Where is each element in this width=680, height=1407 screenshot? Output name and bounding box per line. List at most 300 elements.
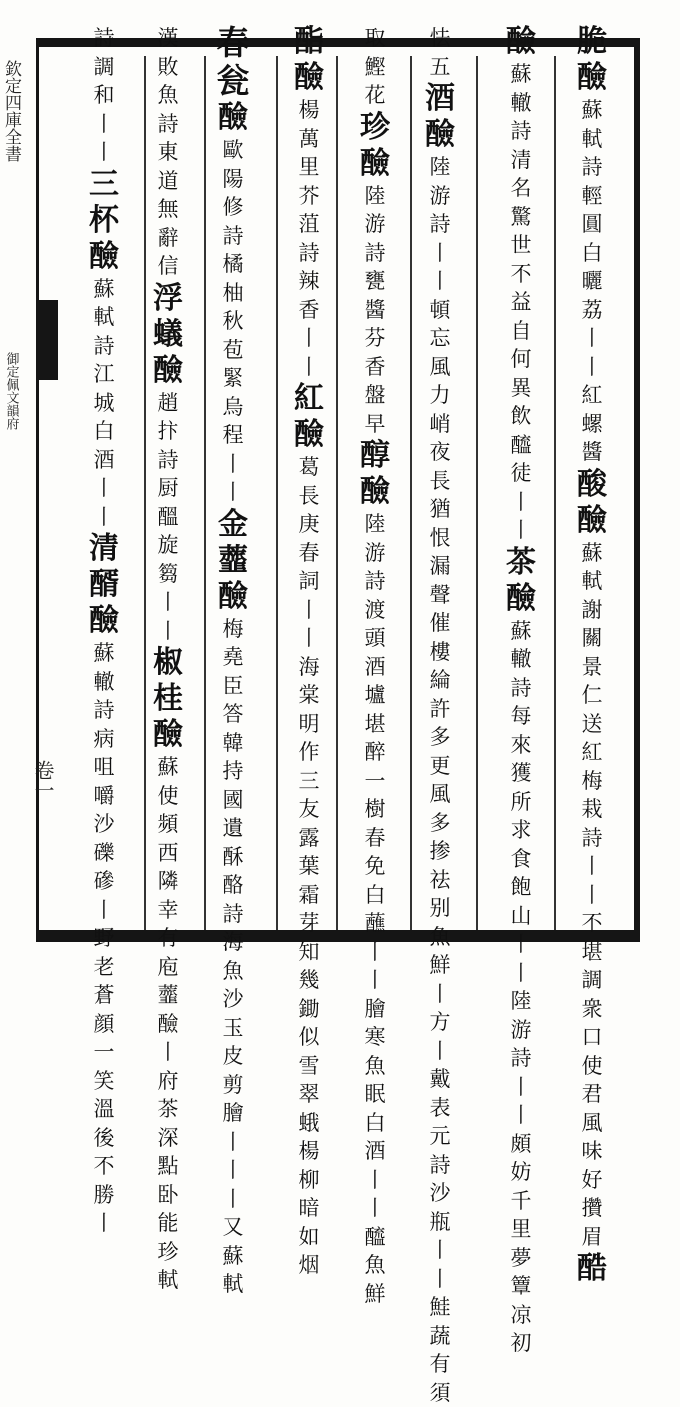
headword-char: 醶: [294, 417, 324, 453]
text-char: 勝: [94, 1181, 115, 1210]
text-char: 螺: [582, 410, 603, 439]
headword-char: 蟻: [153, 317, 183, 353]
text-run: [158, 1266, 179, 1295]
text-char: 膾: [223, 1099, 244, 1128]
text-char: 來: [511, 731, 532, 760]
text-run: [430, 809, 451, 1407]
column-divider: [476, 56, 478, 930]
text-char: 調: [94, 53, 115, 82]
text-char: 丨: [94, 110, 115, 139]
headword-char: 醶: [506, 581, 536, 617]
text-char: 詩: [94, 696, 115, 725]
headword: [294, 417, 324, 453]
headword-char: 脆: [577, 24, 607, 60]
text-char: 蛾: [299, 1109, 320, 1138]
text-char: 夢: [511, 1244, 532, 1273]
text-run: [582, 96, 603, 296]
headword: [153, 281, 183, 317]
folio-number: 卷一: [36, 760, 58, 800]
text-char: 轍: [511, 645, 532, 674]
text-char: 詩: [511, 117, 532, 146]
text-char: 詩: [223, 900, 244, 929]
text-column-2: [499, 24, 543, 890]
text-char: 皮: [223, 1042, 244, 1071]
headword: [360, 438, 390, 474]
text-char: 蘇: [94, 639, 115, 668]
text-run: [582, 909, 603, 1251]
headword-char: 杯: [89, 203, 119, 239]
edge-tab-mark: [36, 300, 58, 380]
headword: [153, 353, 183, 389]
text-char: 圓: [582, 210, 603, 239]
text-char: 渡: [365, 596, 386, 625]
column-divider: [336, 56, 338, 930]
headword: [153, 645, 183, 681]
text-char: 益: [511, 288, 532, 317]
text-char: 詩: [365, 239, 386, 268]
text-char: 無: [158, 195, 179, 224]
text-char: 丨: [299, 324, 320, 353]
text-char: 丨: [582, 881, 603, 910]
text-char: 幸: [158, 896, 179, 925]
text-run: [430, 153, 451, 752]
text-char: 初: [511, 1329, 532, 1358]
text-char: 厨: [158, 474, 179, 503]
text-char: 蘇: [158, 753, 179, 782]
text-char: 萬: [299, 125, 320, 154]
text-char: 芥: [299, 182, 320, 211]
headword: [153, 717, 183, 753]
text-char: 丨: [582, 353, 603, 382]
text-char: 謝: [582, 596, 603, 625]
text-char: 菹: [299, 210, 320, 239]
text-char: 漢: [158, 24, 179, 53]
text-char: 醬: [582, 438, 603, 467]
text-char: 游: [430, 182, 451, 211]
text-char: 所: [511, 788, 532, 817]
text-run: [223, 957, 244, 1299]
text-char: 詩: [299, 239, 320, 268]
text-char: 丨: [158, 588, 179, 617]
text-char: 鮮: [430, 951, 451, 980]
text-column-8: [82, 24, 126, 890]
headword: [89, 239, 119, 275]
text-char: 堪: [582, 938, 603, 967]
headword: [218, 579, 248, 615]
text-char: 軾: [582, 125, 603, 154]
headword-char: 醶: [360, 474, 390, 510]
headword: [506, 24, 536, 60]
text-char: 沙: [430, 1179, 451, 1208]
text-char: 陸: [365, 182, 386, 211]
headword: [425, 81, 455, 117]
text-run: [582, 296, 603, 467]
text-char: 詩: [223, 222, 244, 251]
headword-char: 醶: [506, 24, 536, 60]
text-char: 堪: [365, 710, 386, 739]
text-char: 烟: [299, 1251, 320, 1280]
text-run: [223, 336, 244, 507]
text-char: 樓: [430, 638, 451, 667]
headword: [360, 146, 390, 182]
text-char: 芽: [299, 909, 320, 938]
text-run: [299, 738, 320, 1023]
column-divider: [204, 56, 206, 930]
text-char: 苞: [223, 336, 244, 365]
headword: [89, 203, 119, 239]
text-char: 鋤: [299, 995, 320, 1024]
text-char: 蘇: [223, 1242, 244, 1271]
text-char: 曬: [582, 267, 603, 296]
text-char: 西: [158, 839, 179, 868]
text-char: 元: [430, 1122, 451, 1151]
text-char: 楊: [299, 1137, 320, 1166]
headword-char: 茶: [506, 545, 536, 581]
text-char: 魚: [158, 81, 179, 110]
text-char: 白: [94, 417, 115, 446]
headword-char: 春: [217, 24, 250, 62]
text-char: 柳: [299, 1166, 320, 1195]
text-char: 辭: [158, 224, 179, 253]
text-char: 丨: [430, 239, 451, 268]
text-char: 妨: [511, 1158, 532, 1187]
headword: [577, 1251, 607, 1287]
text-char: 詩: [94, 332, 115, 361]
text-run: [94, 753, 115, 896]
text-char: 丨: [582, 852, 603, 881]
top-border: [36, 38, 640, 47]
text-char: 道: [158, 167, 179, 196]
text-char: 陸: [365, 510, 386, 539]
headword: [577, 467, 607, 503]
text-char: 丨: [94, 896, 115, 925]
text-char: 方: [430, 1008, 451, 1037]
text-char: 千: [511, 1187, 532, 1216]
text-run: [223, 615, 244, 957]
text-run: [158, 782, 179, 1039]
text-char: 芬: [365, 324, 386, 353]
text-char: 玉: [223, 1014, 244, 1043]
text-char: 庚: [299, 510, 320, 539]
text-char: 魚: [430, 923, 451, 952]
text-char: 異: [511, 374, 532, 403]
text-char: 醶: [158, 1010, 179, 1039]
text-run: [365, 510, 386, 767]
text-char: 白: [365, 881, 386, 910]
text-char: 丨: [582, 324, 603, 353]
text-char: 丨: [299, 596, 320, 625]
text-char: 趙: [158, 389, 179, 418]
text-run: [430, 752, 451, 809]
text-char: 丨: [511, 1101, 532, 1130]
text-char: 仁: [582, 681, 603, 710]
text-char: 風: [582, 1109, 603, 1138]
text-run: [511, 987, 532, 1358]
headword-char: 醶: [218, 100, 248, 136]
text-char: 酒: [365, 653, 386, 682]
text-char: 關: [582, 624, 603, 653]
text-char: 軾: [94, 303, 115, 332]
text-char: 祛: [430, 866, 451, 895]
text-char: 能: [158, 1209, 179, 1238]
headword-char: 瓮: [217, 62, 250, 100]
text-char: 蘇: [511, 60, 532, 89]
text-char: 取: [365, 24, 386, 53]
text-char: 遺: [223, 814, 244, 843]
text-char: 作: [299, 738, 320, 767]
headword-char: 醶: [89, 603, 119, 639]
text-char: 恨: [430, 524, 451, 553]
text-run: [511, 317, 532, 545]
headword-char: 珍: [360, 110, 390, 146]
text-char: 催: [430, 609, 451, 638]
text-char: 修: [223, 193, 244, 222]
text-char: 海: [223, 928, 244, 957]
headword: [89, 603, 119, 639]
text-char: 海: [299, 653, 320, 682]
text-char: 眠: [365, 1080, 386, 1109]
text-char: 早: [365, 410, 386, 439]
text-char: 一: [365, 767, 386, 796]
text-char: 簟: [511, 1272, 532, 1301]
text-char: 多: [430, 809, 451, 838]
text-char: 虀: [158, 981, 179, 1010]
text-run: [299, 1023, 320, 1280]
text-char: 詩: [582, 153, 603, 182]
text-char: 更: [430, 752, 451, 781]
text-char: 後: [94, 1124, 115, 1153]
text-run: [582, 539, 603, 910]
text-char: 有: [430, 1350, 451, 1379]
text-char: 香: [365, 353, 386, 382]
text-char: 茶: [158, 1095, 179, 1124]
headword-char: 醑: [89, 567, 119, 603]
text-char: 旋: [158, 531, 179, 560]
text-char: 答: [223, 700, 244, 729]
text-char: 程: [223, 421, 244, 450]
text-char: 徒: [511, 459, 532, 488]
headword: [360, 474, 390, 510]
text-column-1: [570, 24, 614, 890]
text-char: 笑: [94, 1067, 115, 1096]
text-char: 醞: [158, 503, 179, 532]
text-char: 篘: [158, 560, 179, 589]
text-char: 暗: [299, 1194, 320, 1223]
headword: [217, 24, 250, 62]
text-char: 嚼: [94, 782, 115, 811]
text-run: [94, 639, 115, 753]
text-char: 寒: [365, 1023, 386, 1052]
text-char: 幾: [299, 966, 320, 995]
text-char: 鮭: [430, 1293, 451, 1322]
text-char: 免: [365, 852, 386, 881]
text-char: 詩: [365, 567, 386, 596]
text-char: 飲: [511, 402, 532, 431]
text-char: 紅: [582, 738, 603, 767]
text-char: 江: [94, 360, 115, 389]
text-char: 葉: [299, 852, 320, 881]
text-char: 軾: [223, 1270, 244, 1299]
text-char: 剪: [223, 1071, 244, 1100]
text-char: 酪: [223, 871, 244, 900]
text-char: 魚: [223, 957, 244, 986]
text-char: 丨: [511, 1073, 532, 1102]
headword-char: 紅: [294, 381, 324, 417]
text-char: 忘: [430, 324, 451, 353]
headword: [218, 543, 248, 579]
headword-char: 醶: [360, 146, 390, 182]
text-char: 須: [430, 1379, 451, 1407]
text-char: 丨: [299, 353, 320, 382]
text-char: 丨: [94, 1209, 115, 1238]
headword-char: 醶: [425, 117, 455, 153]
text-char: 膾: [365, 995, 386, 1024]
text-char: 魚: [365, 1052, 386, 1081]
text-char: 輕: [582, 182, 603, 211]
text-char: 明: [299, 710, 320, 739]
text-char: 城: [94, 389, 115, 418]
column-divider: [276, 56, 278, 930]
text-char: 頗: [511, 1130, 532, 1159]
text-run: [511, 60, 532, 317]
text-run: [94, 896, 115, 1124]
text-char: 深: [158, 1124, 179, 1153]
text-char: 長: [430, 467, 451, 496]
headword: [217, 62, 250, 100]
headword-char: 醶: [294, 60, 324, 96]
column-divider: [410, 56, 412, 930]
text-char: 食: [511, 845, 532, 874]
text-char: 沙: [94, 810, 115, 839]
headword-char: 醇: [360, 438, 390, 474]
text-char: 有: [158, 924, 179, 953]
text-char: 點: [158, 1152, 179, 1181]
text-char: 丨: [430, 267, 451, 296]
text-char: 春: [365, 824, 386, 853]
text-char: 醬: [365, 296, 386, 325]
text-char: 梅: [582, 767, 603, 796]
text-char: 力: [430, 381, 451, 410]
text-column-6: [211, 24, 255, 890]
text-char: 名: [511, 174, 532, 203]
text-char: 丨: [365, 1166, 386, 1195]
text-char: 又: [223, 1213, 244, 1242]
text-char: 三: [299, 767, 320, 796]
margin-top-text: 欽定四庫全書: [0, 60, 23, 162]
text-char: 丨: [223, 478, 244, 507]
text-char: 翠: [299, 1080, 320, 1109]
text-run: [94, 24, 115, 167]
text-char: 峭: [430, 410, 451, 439]
text-char: 軾: [582, 567, 603, 596]
headword: [577, 503, 607, 539]
text-char: 調: [582, 966, 603, 995]
headword-char: 清: [89, 531, 119, 567]
text-char: 丨: [511, 516, 532, 545]
headword: [89, 531, 119, 567]
text-run: [365, 182, 386, 439]
headword-char: 醶: [218, 579, 248, 615]
text-char: 烏: [223, 393, 244, 422]
text-char: 樹: [365, 795, 386, 824]
text-char: 棠: [299, 681, 320, 710]
text-char: 詩: [511, 674, 532, 703]
column-divider: [554, 56, 556, 930]
text-char: 送: [582, 710, 603, 739]
text-char: 堯: [223, 643, 244, 672]
bottom-border: [36, 930, 640, 942]
text-char: 丨: [223, 1156, 244, 1185]
text-char: 丨: [94, 503, 115, 532]
text-char: 似: [299, 1023, 320, 1052]
headword: [89, 167, 119, 203]
headword-char: 醶: [577, 60, 607, 96]
right-border: [634, 38, 640, 942]
text-char: 葛: [299, 453, 320, 482]
text-char: 白: [365, 1109, 386, 1138]
headword-char: 三: [89, 167, 119, 203]
text-char: 香: [299, 296, 320, 325]
text-char: 蘇: [582, 96, 603, 125]
text-char: 自: [511, 317, 532, 346]
text-char: 五: [430, 53, 451, 82]
text-char: 丨: [430, 1265, 451, 1294]
text-char: 珍: [158, 1238, 179, 1267]
text-char: 梅: [223, 615, 244, 644]
text-char: 丨: [223, 450, 244, 479]
text-char: 攢: [582, 1194, 603, 1223]
headword: [506, 545, 536, 581]
text-char: 頓: [430, 296, 451, 325]
text-char: 酥: [223, 843, 244, 872]
headword-char: 醶: [577, 503, 607, 539]
text-char: 醯: [365, 1223, 386, 1252]
headword: [153, 317, 183, 353]
text-char: 詞: [299, 567, 320, 596]
text-char: 軾: [158, 1266, 179, 1295]
text-char: 甕: [365, 267, 386, 296]
headword-char: 醶: [89, 239, 119, 275]
text-char: 露: [299, 824, 320, 853]
text-char: 蒼: [94, 981, 115, 1010]
text-char: 陸: [430, 153, 451, 182]
text-char: 如: [299, 1223, 320, 1252]
text-char: 丨: [299, 624, 320, 653]
text-char: 每: [511, 702, 532, 731]
headword: [294, 381, 324, 417]
text-char: 丨: [365, 1194, 386, 1223]
text-char: 里: [299, 153, 320, 182]
text-char: 不: [582, 909, 603, 938]
text-char: 多: [430, 723, 451, 752]
text-char: 夜: [430, 438, 451, 467]
headword-char: 酷: [577, 1251, 607, 1287]
text-run: [365, 767, 386, 853]
text-char: 顔: [94, 1010, 115, 1039]
text-char: 國: [223, 786, 244, 815]
text-run: [223, 136, 244, 336]
text-char: 溫: [94, 1095, 115, 1124]
text-char: 丨: [511, 930, 532, 959]
text-char: 楊: [299, 96, 320, 125]
text-char: 頻: [158, 810, 179, 839]
text-char: 盤: [365, 381, 386, 410]
text-run: [511, 617, 532, 988]
text-char: 風: [430, 353, 451, 382]
text-run: [365, 1080, 386, 1308]
text-char: 丨: [223, 1128, 244, 1157]
text-char: 詩: [94, 24, 115, 53]
